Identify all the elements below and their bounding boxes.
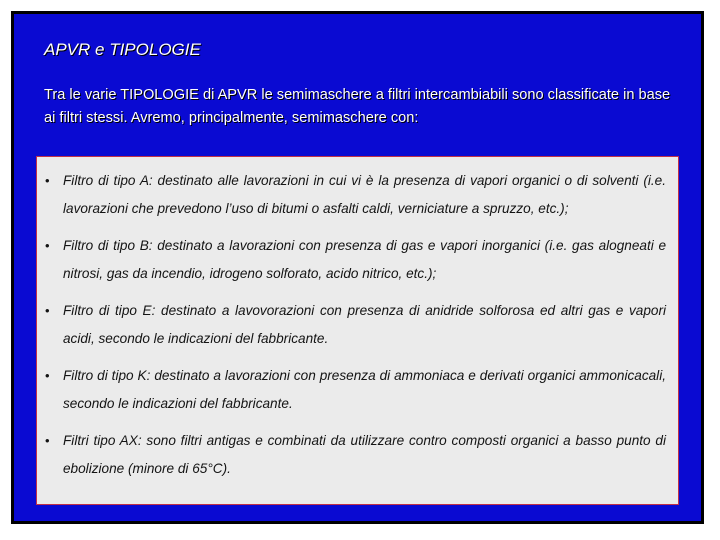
list-item-text: Filtri tipo AX: sono filtri antigas e combinati da utilizzare contro composti organici a basso punto di ebolizione (minore di 65°C). [63,433,666,476]
list-item-text: Filtro di tipo B: destinato a lavorazioni con presenza di gas e vapori inorganici (i.e. gas alogneati e nitrosi, gas da incendio, idrogeno solforato, acido nitrico, etc.); [63,238,666,281]
bullet-icon: • [45,238,50,253]
list-item-filter-b [37,232,678,288]
bullet-icon: • [45,303,50,318]
bullet-icon: • [45,173,50,188]
slide-title: APVR e TIPOLOGIE [44,40,201,59]
list-item-filter-k [37,362,678,418]
filter-types-box [36,156,679,505]
bullet-icon: • [45,368,50,383]
bullet-icon: • [45,433,50,448]
list-item-text: Filtro di tipo A: destinato alle lavorazioni in cui vi è la presenza di vapori organici o di solventi (i.e. lavorazioni che prevedono l’uso di bitumi o asfalti caldi, verniciature a spruzzo, etc.); [63,173,666,216]
list-item-filter-ax [37,427,678,483]
filter-types-list [37,167,678,492]
intro-paragraph: Tra le varie TIPOLOGIE di APVR le semimaschere a filtri intercambiabili sono classificate in base ai filtri stessi. Avremo, principalmente, semimaschere con: [44,87,671,126]
list-item-text: Filtro di tipo K: destinato a lavorazioni con presenza di ammoniaca e derivati organici ammonicacali, secondo le indicazioni del fabbricante. [63,368,666,411]
slide-frame [11,11,704,524]
list-item-filter-e [37,297,678,353]
list-item-filter-a [37,167,678,223]
list-item-text: Filtro di tipo E: destinato a lavovorazioni con presenza di anidride solforosa ed altri gas e vapori acidi, secondo le indicazioni del fabbricante. [63,303,666,346]
